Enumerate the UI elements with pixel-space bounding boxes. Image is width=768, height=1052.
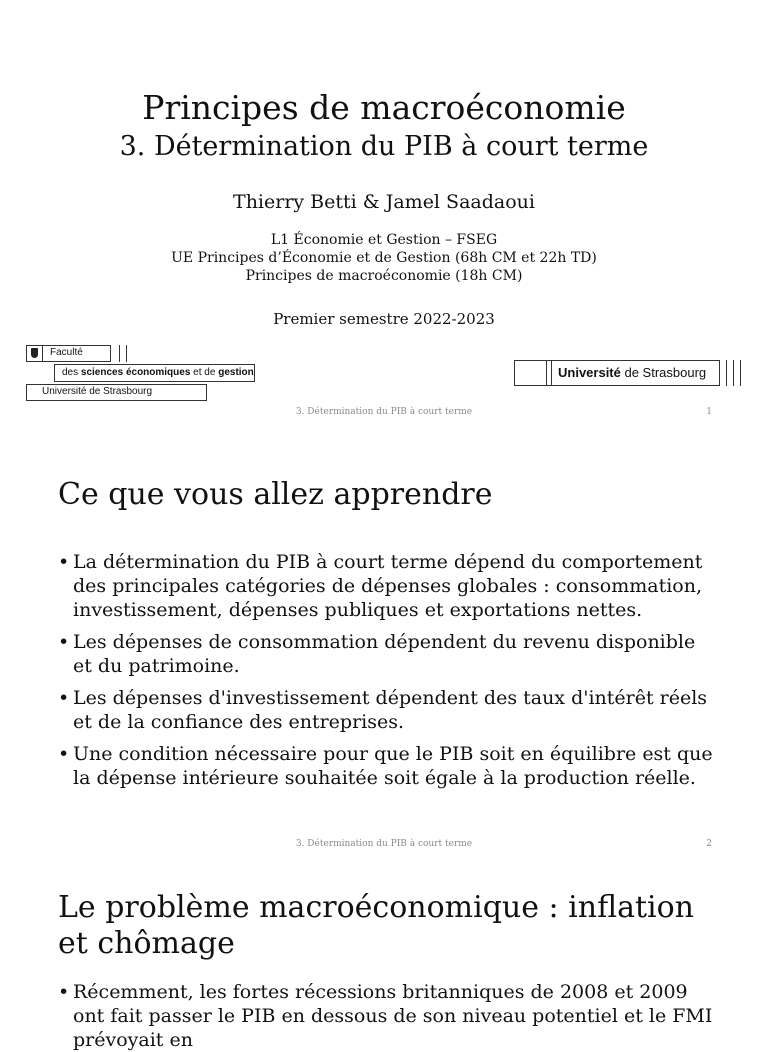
faculty-logo-line3: Université de Strasbourg bbox=[42, 386, 153, 397]
slide1-footer: 3. Détermination du PIB à court terme bbox=[295, 407, 473, 417]
university-logo-bar bbox=[740, 360, 741, 386]
university-logo-bar bbox=[551, 360, 552, 386]
slide3-bullet-list bbox=[58, 980, 718, 1051]
university-logo-text bbox=[558, 365, 706, 380]
university-logo-bar bbox=[733, 360, 734, 386]
slide1-subtitle: 3. Détermination du PIB à court terme bbox=[119, 131, 649, 162]
university-logo-rest: de Strasbourg bbox=[620, 365, 707, 380]
faculty-logo-line2-bold2: gestion bbox=[218, 367, 254, 378]
faculty-logo-bar bbox=[119, 345, 120, 362]
slide1-page-number: 1 bbox=[706, 407, 712, 417]
slide3-title: Le problème macroéconomique : inflation et chômage bbox=[58, 890, 694, 961]
university-logo bbox=[514, 360, 742, 386]
bullet-text: La détermination du PIB à court terme dépend du comportement des principales catégories de dépenses globales : consommation, investissement, dépenses publiques et exportations nettes. bbox=[73, 551, 703, 621]
bullet-icon: • bbox=[58, 631, 70, 653]
faculty-logo-bar bbox=[126, 345, 127, 362]
bullet-text: Une condition nécessaire pour que le PIB soit en équilibre est que la dépense intérieure souhaitée soit égale à la production réelle. bbox=[73, 743, 713, 789]
faculty-logo-line2 bbox=[62, 367, 254, 378]
bullet-text: Les dépenses d'investissement dépendent des taux d'intérêt réels et de la confiance des entreprises. bbox=[73, 687, 708, 733]
list-item bbox=[58, 686, 718, 734]
slide1-program: L1 Économie et Gestion – FSEG bbox=[270, 232, 498, 248]
faculty-logo-line1: Faculté bbox=[50, 347, 83, 358]
university-logo-bar bbox=[546, 360, 547, 386]
university-logo-bar bbox=[726, 360, 727, 386]
slide2-bullet-list bbox=[58, 550, 718, 798]
university-logo-bold: Université bbox=[558, 365, 621, 380]
slide1-authors: Thierry Betti & Jamel Saadaoui bbox=[233, 191, 535, 213]
slide1-course-unit: UE Principes d’Économie et de Gestion (68h CM et 22h TD) bbox=[171, 250, 597, 266]
bullet-text: Récemment, les fortes récessions britanniques de 2008 et 2009 ont fait passer le PIB en dessous de son niveau potentiel et le FMI prévoyait en bbox=[73, 981, 713, 1051]
bullet-icon: • bbox=[58, 551, 70, 573]
bullet-icon: • bbox=[58, 743, 70, 765]
shield-icon bbox=[31, 348, 38, 358]
list-item bbox=[58, 630, 718, 678]
slide1-title: Principes de macroéconomie bbox=[142, 88, 626, 127]
slide2-footer: 3. Détermination du PIB à court terme bbox=[295, 839, 473, 849]
faculty-logo bbox=[26, 345, 261, 403]
list-item bbox=[58, 980, 718, 1052]
bullet-icon: • bbox=[58, 687, 70, 709]
slide1-course: Principes de macroéconomie (18h CM) bbox=[245, 268, 523, 284]
faculty-logo-line2-bold: sciences économiques bbox=[80, 367, 191, 378]
list-item bbox=[58, 742, 718, 790]
slide2-title: Ce que vous allez apprendre bbox=[58, 477, 493, 512]
slide1-semester: Premier semestre 2022-2023 bbox=[273, 310, 495, 328]
bullet-text: Les dépenses de consommation dépendent du revenu disponible et du patrimoine. bbox=[73, 631, 696, 677]
bullet-icon: • bbox=[58, 981, 70, 1003]
slide2-page-number: 2 bbox=[706, 839, 712, 849]
faculty-logo-line2-pre: des bbox=[62, 367, 81, 378]
faculty-logo-line2-mid: et de bbox=[190, 367, 219, 378]
list-item bbox=[58, 550, 718, 622]
